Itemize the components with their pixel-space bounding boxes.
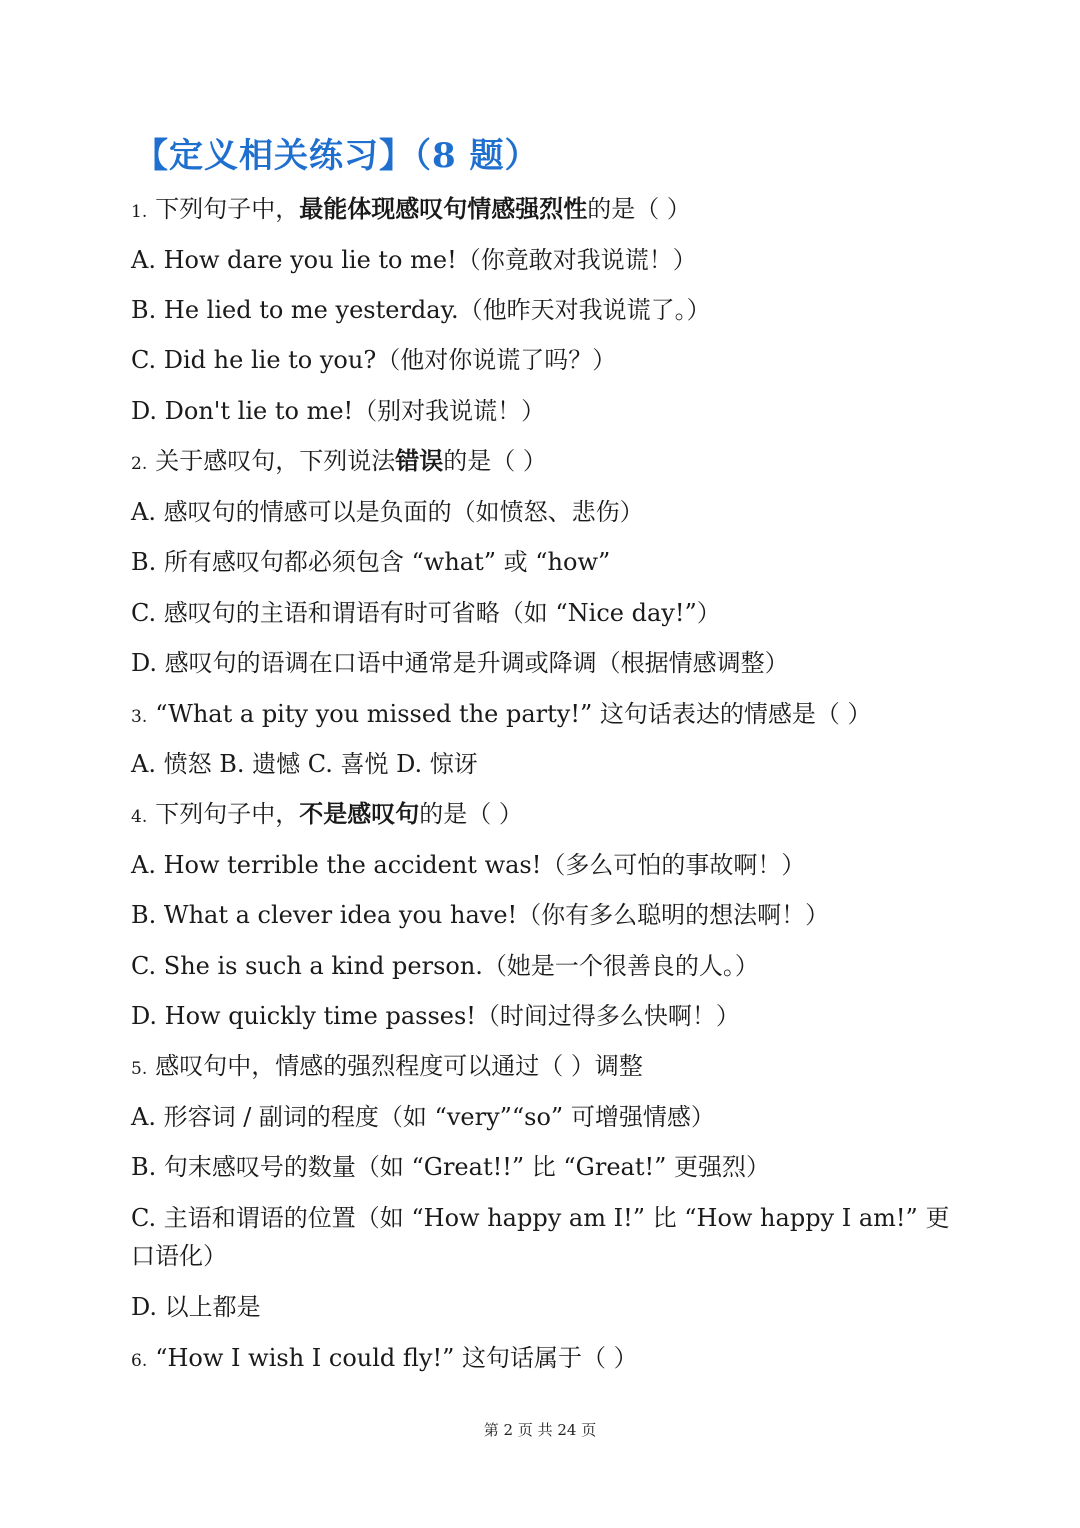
stem-text: “How I wish I could fly!” 这句话属于（ ）	[155, 1344, 638, 1372]
question-number: 3.	[131, 707, 148, 727]
question-number: 4.	[131, 807, 148, 827]
question-4-stem	[131, 795, 961, 836]
stem-text: 的是（ ）	[443, 447, 547, 475]
question-number: 5.	[131, 1059, 148, 1079]
stem-text: 感叹句中，情感的强烈程度可以通过（ ）调整	[155, 1052, 643, 1080]
question-1-option-d: D. Don't lie to me!（别对我说谎！）	[131, 397, 546, 425]
question-3-stem	[131, 695, 961, 736]
question-number: 2.	[131, 454, 148, 474]
question-4-option-a: A. How terrible the accident was!（多么可怕的事故啊！）	[131, 851, 806, 879]
question-4-option-c: C. She is such a kind person.（她是一个很善良的人。）	[131, 952, 759, 980]
question-2-option-c: C. 感叹句的主语和谓语有时可省略（如 “Nice day!”）	[131, 599, 721, 627]
question-1-option-a: A. How dare you lie to me!（你竟敢对我说谎！）	[131, 246, 697, 274]
question-2-option-a: A. 感叹句的情感可以是负面的（如愤怒、悲伤）	[131, 498, 644, 526]
question-2-option-d: D. 感叹句的语调在口语中通常是升调或降调（根据情感调整）	[131, 649, 789, 677]
question-1-stem	[131, 190, 961, 231]
question-2-stem	[131, 442, 961, 483]
question-4-option-b: B. What a clever idea you have!（你有多么聪明的想法啊！）	[131, 901, 830, 929]
stem-emphasis: 错误	[395, 446, 444, 475]
question-4-option-d: D. How quickly time passes!（时间过得多么快啊！）	[131, 1002, 740, 1030]
stem-text: 关于感叹句，下列说法	[155, 447, 396, 475]
question-number: 6.	[131, 1351, 148, 1371]
question-1-option-b: B. He lied to me yesterday.（他昨天对我说谎了。）	[131, 296, 711, 324]
stem-text: 的是（ ）	[587, 195, 691, 223]
question-5-option-a: A. 形容词 / 副词的程度（如 “very”“so” 可增强情感）	[131, 1103, 715, 1131]
stem-emphasis: 不是感叹句	[299, 799, 420, 828]
question-5-stem	[131, 1047, 961, 1088]
question-3-options: A. 愤怒 B. 遗憾 C. 喜悦 D. 惊讶	[131, 750, 478, 778]
stem-text: 下列句子中，	[155, 800, 300, 828]
stem-text: 的是（ ）	[419, 800, 523, 828]
stem-text: 下列句子中，	[155, 195, 300, 223]
question-1-option-c: C. Did he lie to you?（他对你说谎了吗？）	[131, 346, 617, 374]
section-title: 【定义相关练习】（8 题）	[134, 136, 540, 176]
page-footer: 第 2 页 共 24 页	[483, 1421, 597, 1439]
stem-emphasis: 最能体现感叹句情感强烈性	[299, 194, 588, 223]
question-5-option-d: D. 以上都是	[131, 1293, 261, 1321]
question-6-stem	[131, 1339, 961, 1380]
stem-text: “What a pity you missed the party!” 这句话表达的情感是（ ）	[155, 700, 872, 728]
question-5-option-b: B. 句末感叹号的数量（如 “Great!!” 比 “Great!” 更强烈）	[131, 1153, 771, 1181]
question-2-option-b: B. 所有感叹句都必须包含 “what” 或 “how”	[131, 548, 611, 576]
question-number: 1.	[131, 202, 148, 222]
question-5-option-c: C. 主语和谓语的位置（如 “How happy am I!” 比 “How happy I am!” 更口语化）	[131, 1204, 950, 1270]
